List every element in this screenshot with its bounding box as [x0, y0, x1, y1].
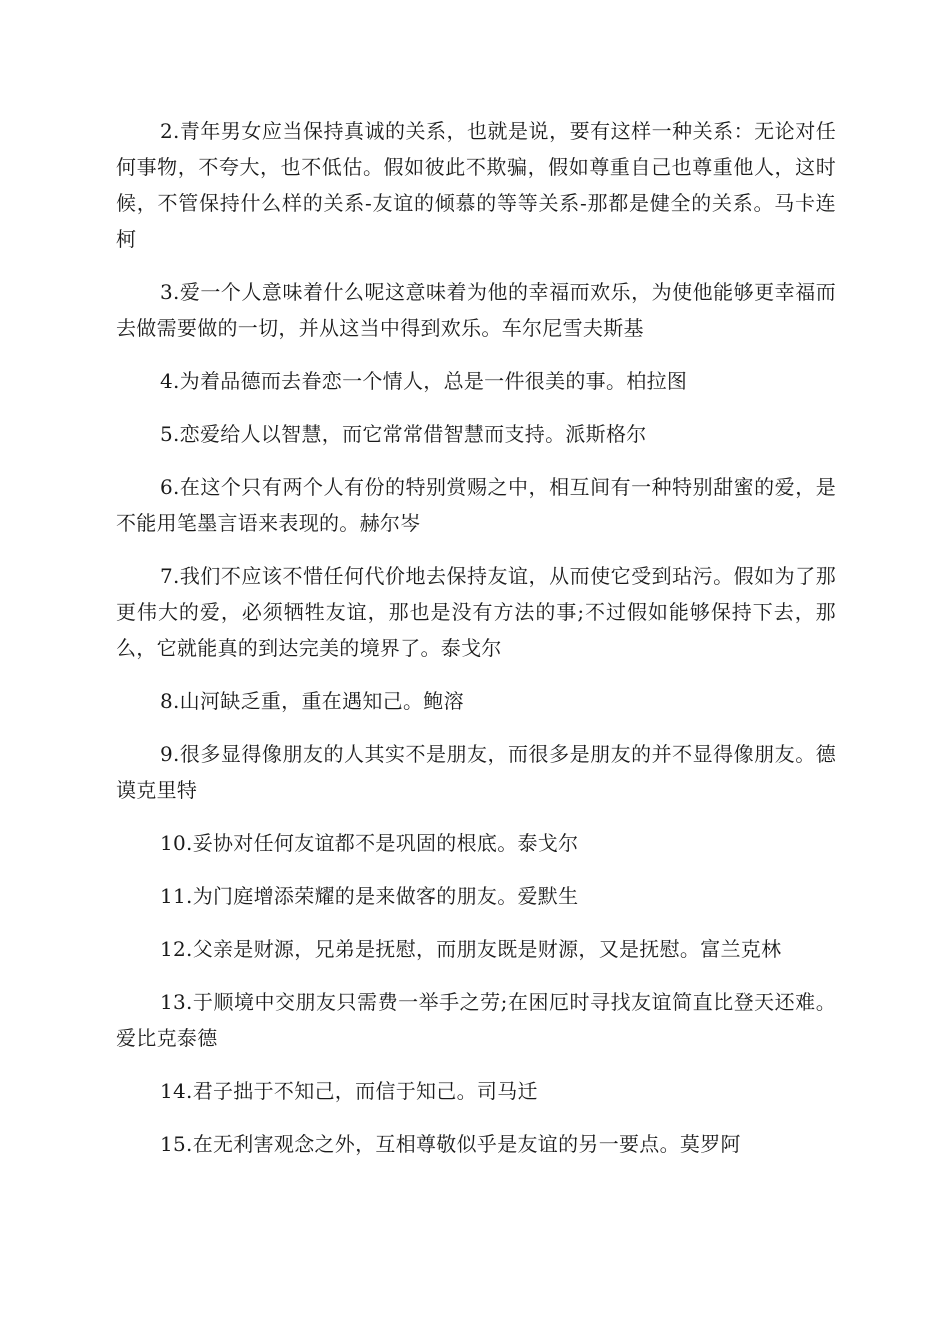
quote-paragraph: 11.为门庭增添荣耀的是来做客的朋友。爱默生 — [160, 884, 579, 908]
document-body — [116, 113, 836, 1179]
quote-paragraph: 9.很多显得像朋友的人其实不是朋友，而很多是朋友的并不显得像朋友。德谟克里特 — [116, 742, 836, 802]
quote-paragraph: 15.在无利害观念之外，互相尊敬似乎是友谊的另一要点。莫罗阿 — [160, 1132, 741, 1156]
quote-paragraph: 10.妥协对任何友谊都不是巩固的根底。泰戈尔 — [160, 831, 579, 855]
quote-paragraph: 5.恋爱给人以智慧，而它常常借智慧而支持。派斯格尔 — [160, 422, 647, 446]
quote-paragraph: 6.在这个只有两个人有份的特别赏赐之中，相互间有一种特别甜蜜的爱，是不能用笔墨言语来表现的。赫尔岑 — [116, 475, 836, 535]
quote-paragraph: 7.我们不应该不惜任何代价地去保持友谊，从而使它受到玷污。假如为了那更伟大的爱，必须牺牲友谊，那也是没有方法的事;不过假如能够保持下去，那么，它就能真的到达完美的境界了。泰戈尔 — [116, 564, 836, 660]
quote-paragraph: 14.君子拙于不知己，而信于知己。司马迁 — [160, 1079, 538, 1103]
quote-paragraph: 4.为着品德而去眷恋一个情人，总是一件很美的事。柏拉图 — [160, 369, 688, 393]
quote-paragraph: 3.爱一个人意味着什么呢这意味着为他的幸福而欢乐，为使他能够更幸福而去做需要做的一切，并从这当中得到欢乐。车尔尼雪夫斯基 — [116, 280, 836, 340]
quote-paragraph: 2.青年男女应当保持真诚的关系，也就是说，要有这样一种关系：无论对任何事物，不夸大，也不低估。假如彼此不欺骗，假如尊重自己也尊重他人，这时候，不管保持什么样的关系-友谊的倾慕的等等关系-那都是健全的关系。马卡连柯 — [116, 119, 836, 251]
quote-paragraph: 13.于顺境中交朋友只需费一举手之劳;在困厄时寻找友谊简直比登天还难。爱比克泰德 — [116, 990, 836, 1050]
quote-paragraph: 8.山河缺乏重，重在遇知己。鲍溶 — [160, 689, 464, 713]
quote-paragraph: 12.父亲是财源，兄弟是抚慰，而朋友既是财源，又是抚慰。富兰克林 — [160, 937, 782, 961]
